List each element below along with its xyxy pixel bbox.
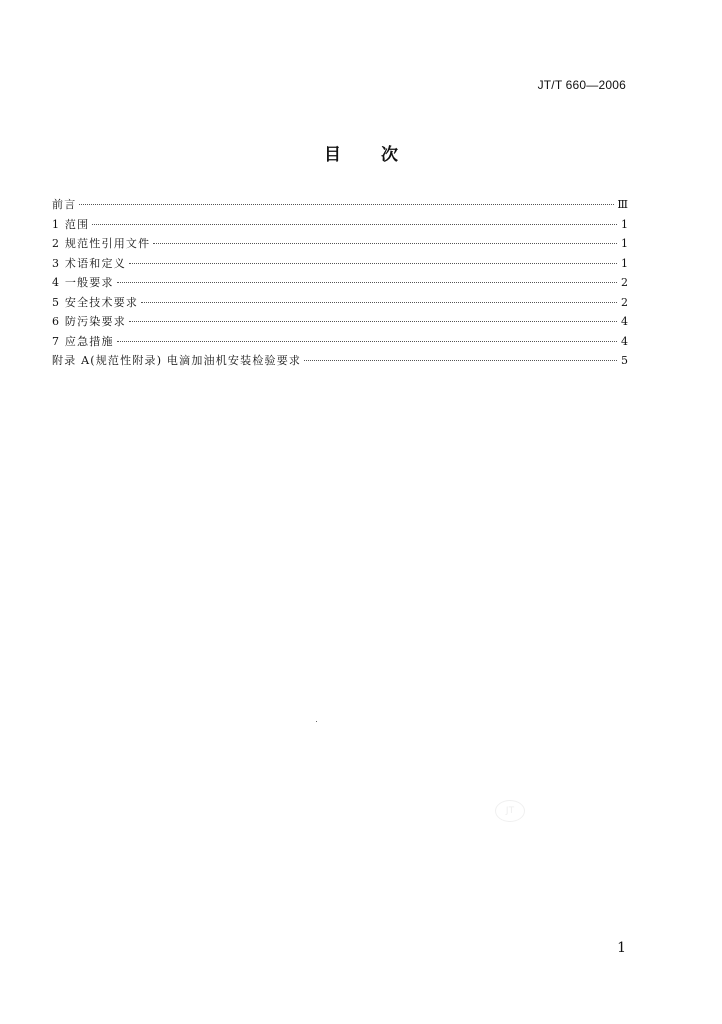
- toc-entry-page: 4: [621, 334, 628, 348]
- leader-dots: [129, 263, 617, 264]
- leader-dots: [304, 360, 617, 361]
- toc-entry-normative-references[interactable]: [52, 234, 628, 254]
- toc-entry-label: 3 术语和定义: [52, 256, 126, 270]
- leader-dots: [117, 341, 617, 342]
- toc-entry-label: 4 一般要求: [52, 276, 114, 289]
- toc-entry-label: 附录 A(规范性附录) 电滴加油机安装检验要求: [52, 354, 302, 367]
- toc-entry-label: 6 防污染要求: [52, 315, 126, 328]
- table-of-contents: [52, 195, 628, 371]
- page-number: 1: [617, 940, 626, 956]
- toc-entry-general-requirements[interactable]: [52, 273, 628, 293]
- title-char-left: 目: [324, 145, 341, 165]
- leader-dots: [141, 302, 617, 303]
- toc-entry-page: 1: [621, 237, 628, 250]
- toc-entry-pollution-prevention[interactable]: [52, 312, 628, 332]
- leader-dots: [117, 282, 617, 283]
- title-char-right: 次: [381, 145, 398, 165]
- watermark-seal: JT: [495, 800, 525, 822]
- toc-entry-foreword[interactable]: [52, 195, 628, 215]
- toc-entry-page: 2: [621, 295, 628, 309]
- toc-entry-page: 4: [621, 315, 628, 328]
- toc-entry-page: 2: [621, 276, 628, 289]
- leader-dots: [153, 243, 617, 244]
- toc-entry-page: 1: [621, 256, 628, 270]
- toc-entry-annex-a[interactable]: [52, 351, 628, 371]
- toc-entry-page: 5: [621, 354, 628, 367]
- toc-entry-safety-requirements[interactable]: [52, 293, 628, 313]
- toc-entry-page: 1: [621, 217, 628, 231]
- toc-entry-label: 5 安全技术要求: [52, 295, 139, 309]
- toc-entry-label: 7 应急措施: [52, 334, 114, 348]
- leader-dots: [92, 224, 617, 225]
- page-title: [0, 140, 722, 165]
- leader-dots: [129, 321, 617, 322]
- toc-entry-emergency-measures[interactable]: [52, 332, 628, 352]
- toc-entry-label: 前言: [52, 198, 77, 211]
- toc-entry-terms-definitions[interactable]: [52, 254, 628, 274]
- toc-entry-label: 2 规范性引用文件: [52, 237, 151, 250]
- toc-entry-page: Ⅲ: [617, 198, 628, 211]
- leader-dots: [79, 204, 614, 205]
- toc-entry-scope[interactable]: [52, 215, 628, 235]
- toc-entry-label: 1 范围: [52, 217, 90, 231]
- scan-speck: [316, 721, 317, 722]
- standard-code: JT/T 660—2006: [537, 78, 626, 92]
